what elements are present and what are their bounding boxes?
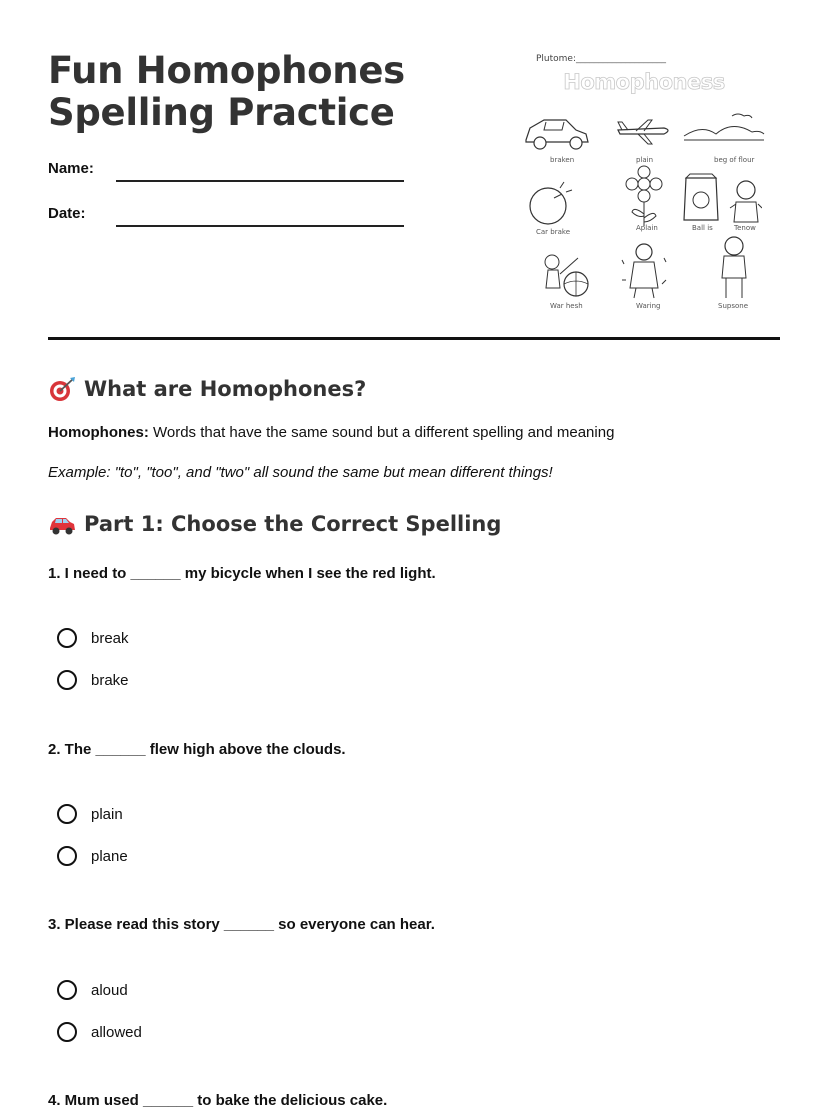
question-2: 2. The ______ flew high above the clouds. xyxy=(48,741,346,758)
homophone-definition xyxy=(48,424,614,441)
thumbnail-caption: Ball is xyxy=(692,224,713,232)
thumbnail-caption: Waring xyxy=(636,302,661,310)
worksheet-thumbnail xyxy=(518,50,770,316)
option-plain[interactable] xyxy=(57,804,123,824)
option-label: plain xyxy=(91,805,123,823)
flower-drawing xyxy=(624,164,664,228)
wheel-drawing xyxy=(524,178,576,226)
radio-button[interactable] xyxy=(57,846,77,866)
radio-button[interactable] xyxy=(57,804,77,824)
option-plane[interactable] xyxy=(57,846,128,866)
option-break[interactable] xyxy=(57,628,129,648)
title-line-1: Fun Homophones xyxy=(48,49,405,92)
title-line-2: Spelling Practice xyxy=(48,91,395,134)
option-aloud[interactable] xyxy=(57,980,128,1000)
thumbnail-caption: Car brake xyxy=(536,228,571,236)
thumbnail-caption: Aplain xyxy=(636,224,658,232)
option-label: aloud xyxy=(91,981,128,999)
car-drawing xyxy=(522,112,592,152)
date-label: Date: xyxy=(48,205,86,222)
radio-button[interactable] xyxy=(57,670,77,690)
thumbnail-title: Homophoness xyxy=(563,70,725,94)
car-icon xyxy=(48,512,76,536)
option-label: brake xyxy=(91,671,129,689)
definition-term: Homophones: xyxy=(48,424,149,441)
page-title xyxy=(48,50,405,134)
thumbnail-name-field: Plutome:____________________ xyxy=(536,54,667,64)
part1-heading-text: Part 1: Choose the Correct Spelling xyxy=(84,512,502,536)
thumbnail-caption: War hesh xyxy=(550,302,583,310)
homophone-example: Example: "to", "too", and "two" all sound the same but mean different things! xyxy=(48,464,553,481)
option-label: break xyxy=(91,629,129,647)
thumbnail-caption: beg of flour xyxy=(714,156,755,164)
question-4: 4. Mum used ______ to bake the delicious cake. xyxy=(48,1092,388,1109)
plane-drawing xyxy=(614,116,674,146)
kid-with-ball-drawing xyxy=(538,250,594,300)
divider xyxy=(48,337,780,340)
thumbnail-caption: plain xyxy=(636,156,654,164)
option-allowed[interactable] xyxy=(57,1022,142,1042)
definition-text: Words that have the same sound but a different spelling and meaning xyxy=(148,424,615,441)
landscape-drawing xyxy=(682,110,766,146)
question-1: 1. I need to ______ my bicycle when I see the red light. xyxy=(48,565,436,582)
part1-heading xyxy=(48,512,501,536)
boy-drawing xyxy=(714,234,754,300)
kid-with-toys-drawing xyxy=(618,240,670,300)
radio-button[interactable] xyxy=(57,628,77,648)
radio-button[interactable] xyxy=(57,1022,77,1042)
intro-heading xyxy=(48,376,366,402)
target-icon xyxy=(48,376,76,402)
option-label: plane xyxy=(91,847,128,865)
option-label: allowed xyxy=(91,1023,142,1041)
thumbnail-caption: braken xyxy=(550,156,575,164)
date-field[interactable] xyxy=(116,225,404,227)
thumbnail-caption: Supsone xyxy=(718,302,748,310)
child-drawing xyxy=(728,178,762,226)
intro-heading-text: What are Homophones? xyxy=(84,377,367,401)
question-3: 3. Please read this story ______ so everyone can hear. xyxy=(48,916,435,933)
option-brake[interactable] xyxy=(57,670,129,690)
radio-button[interactable] xyxy=(57,980,77,1000)
flour-bag-drawing xyxy=(680,170,722,224)
name-field[interactable] xyxy=(116,180,404,182)
thumbnail-caption: Tenow xyxy=(734,224,756,232)
name-label: Name: xyxy=(48,160,94,177)
